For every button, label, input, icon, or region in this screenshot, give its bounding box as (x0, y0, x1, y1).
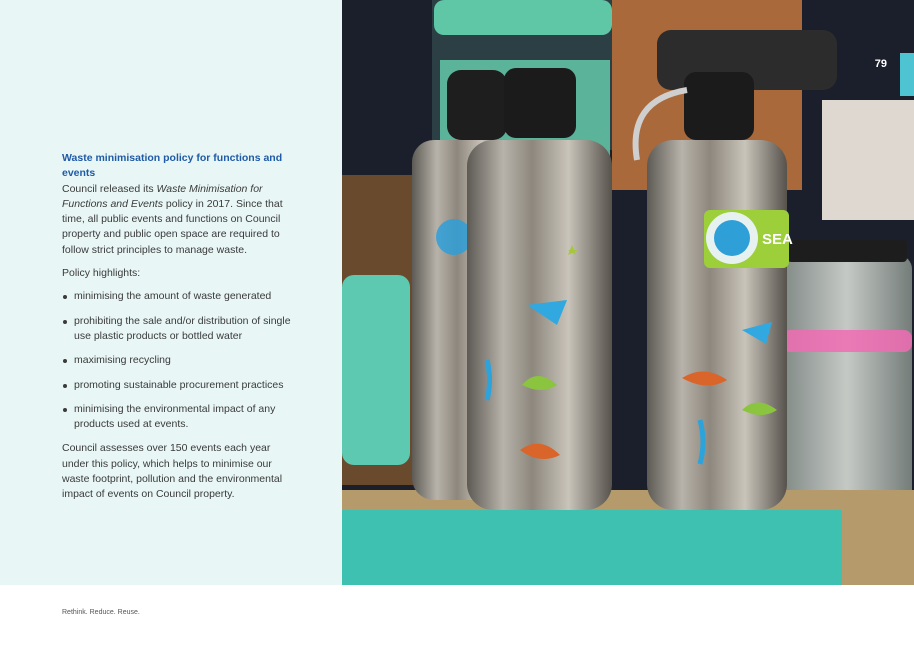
water-bottles-photo (342, 0, 914, 585)
highlights-label: Policy highlights: (62, 267, 141, 280)
footer-tagline: Rethink. Reduce. Reuse. (62, 609, 140, 616)
policy-name: Waste Minimisation for Functions and Events (62, 182, 263, 210)
policy-section (62, 151, 292, 511)
intro-prefix: Council released its (62, 182, 157, 195)
intro-suffix: policy in 2017. Since that time, all public events and functions on Council property and public open space are required to follow strict principles to manage waste. (62, 197, 283, 256)
highlights-list (62, 289, 292, 432)
bottle-label-text: SEA (762, 231, 793, 248)
list-item: minimising the amount of waste generated (62, 289, 292, 304)
intro-paragraph (62, 182, 292, 258)
list-item: minimising the environmental impact of any products used at events. (62, 402, 292, 433)
section-heading: Waste minimisation policy for functions and events (62, 152, 283, 180)
glass-jar (782, 255, 912, 505)
page-number: 79 (874, 58, 887, 70)
photo-illustration (342, 0, 914, 585)
text-panel (0, 0, 342, 585)
list-item: promoting sustainable procurement practices (62, 378, 292, 393)
teal-cloth (342, 510, 842, 585)
page-tab-marker (900, 53, 914, 96)
teal-cup-left (342, 275, 410, 465)
teal-cup-lid (434, 0, 612, 35)
list-item: maximising recycling (62, 353, 292, 368)
list-item: prohibiting the sale and/or distribution of single use plastic products or bottled water (62, 314, 292, 345)
closing-paragraph: Council assesses over 150 events each year under this policy, which helps to minimise our waste footprint, pollution and the environmental impact of events on Council property. (62, 442, 283, 501)
